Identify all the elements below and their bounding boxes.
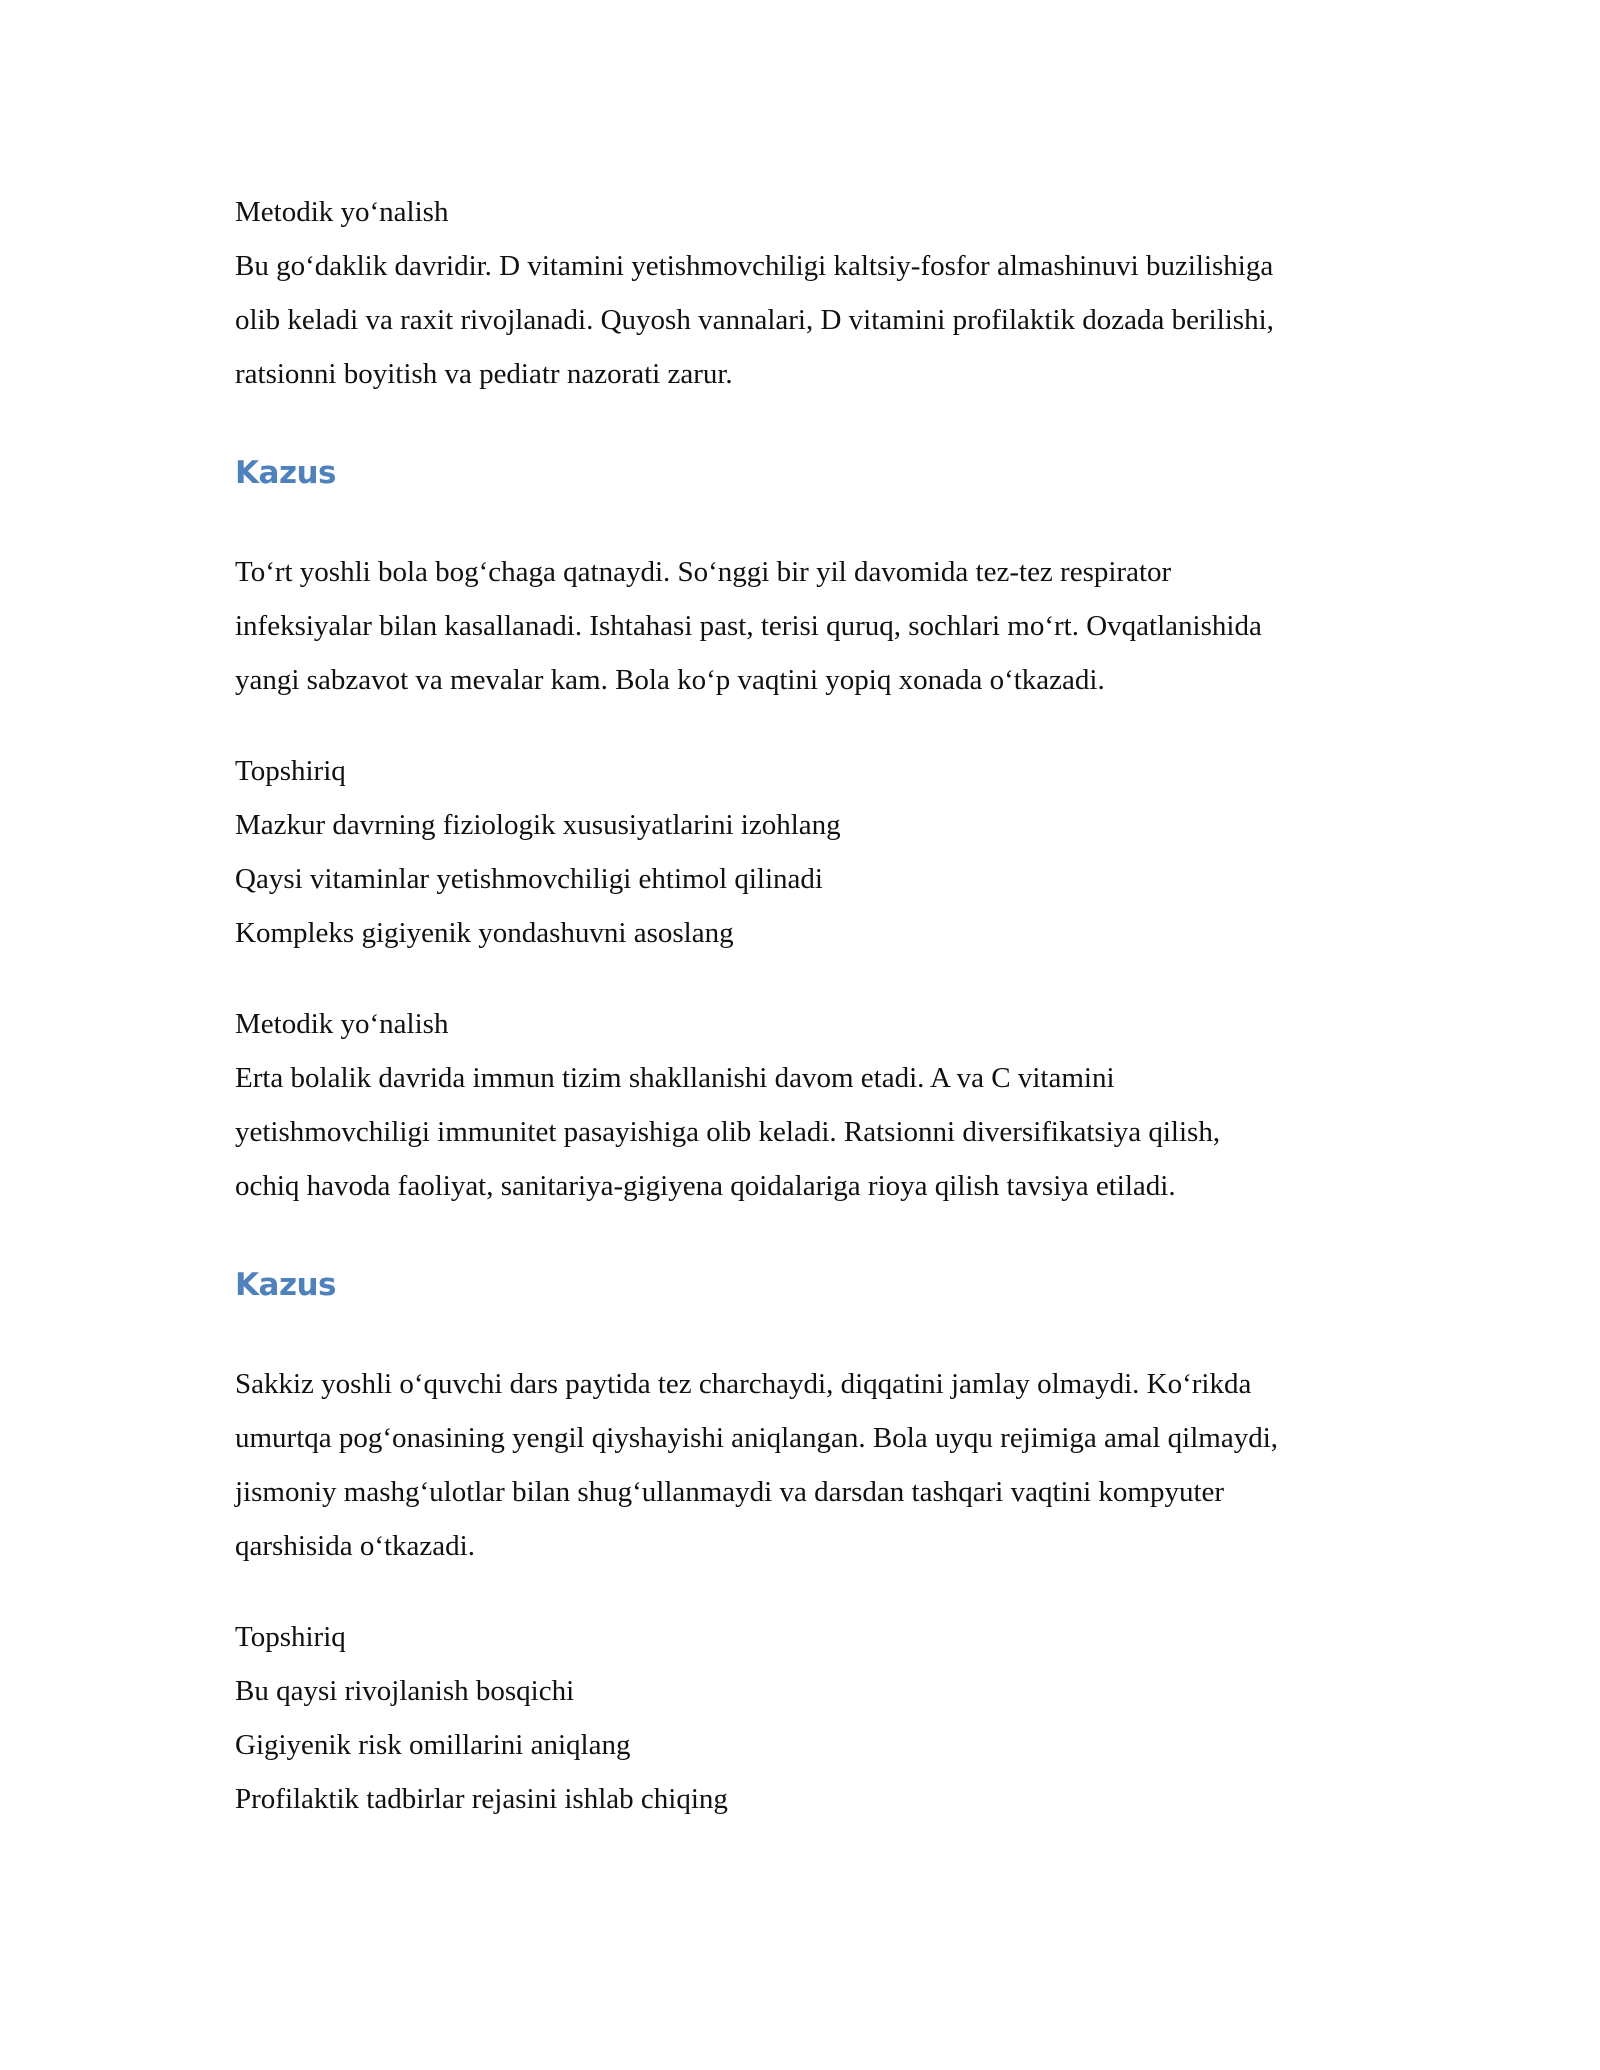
case-text-block-2 (235, 1357, 1375, 1573)
metodik-line: ochiq havoda faoliyat, sanitariya-gigiyena qoidalariga rioya qilish tavsiya etiladi. (235, 1170, 1176, 1202)
case-line: To‘rt yoshli bola bog‘chaga qatnaydi. So‘nggi bir yil davomida tez-tez respirator (235, 556, 1172, 588)
task-block-2 (235, 1610, 1375, 1826)
case-line: yangi sabzavot va mevalar kam. Bola ko‘p vaqtini yopiq xonada o‘tkazadi. (235, 664, 1105, 696)
task-item: Profilaktik tadbirlar rejasini ishlab chiqing (235, 1783, 728, 1815)
case-text-block-1 (235, 545, 1375, 707)
task-block-1 (235, 744, 1375, 960)
metodik-line: Erta bolalik davrida immun tizim shakllanishi davom etadi. A va C vitamini (235, 1062, 1115, 1094)
metodik-line: yetishmovchiligi immunitet pasayishiga olib keladi. Ratsionni diversifikatsiya qilish, (235, 1116, 1221, 1148)
task-item: Gigiyenik risk omillarini aniqlang (235, 1729, 631, 1761)
task-title: Topshiriq (235, 1621, 346, 1653)
case-line: qarshisida o‘tkazadi. (235, 1530, 475, 1562)
case-line: infeksiyalar bilan kasallanadi. Ishtahasi past, terisi quruq, sochlari mo‘rt. Ovqatlanishida (235, 610, 1262, 642)
case-line: Sakkiz yoshli o‘quvchi dars paytida tez charchaydi, diqqatini jamlay olmaydi. Ko‘rikda (235, 1368, 1252, 1400)
task-item: Kompleks gigiyenik yondashuvni asoslang (235, 917, 734, 949)
metodik-title: Metodik yo‘nalish (235, 1008, 449, 1040)
metodik-block-1 (235, 185, 1375, 401)
task-title: Topshiriq (235, 755, 346, 787)
metodik-title: Metodik yo‘nalish (235, 196, 449, 228)
task-item: Bu qaysi rivojlanish bosqichi (235, 1675, 575, 1707)
kazus-heading: Kazus (235, 455, 337, 491)
document-page (235, 185, 1375, 1826)
metodik-line: ratsionni boyitish va pediatr nazorati zarur. (235, 358, 733, 390)
case-line: jismoniy mashg‘ulotlar bilan shug‘ullanmaydi va darsdan tashqari vaqtini kompyuter (235, 1476, 1225, 1508)
task-item: Mazkur davrning fiziologik xususiyatlarini izohlang (235, 809, 841, 841)
metodik-line: Bu go‘daklik davridir. D vitamini yetishmovchiligi kaltsiy-fosfor almashinuvi buzilishiga (235, 250, 1274, 282)
kazus-heading: Kazus (235, 1267, 337, 1303)
metodik-line: olib keladi va raxit rivojlanadi. Quyosh vannalari, D vitamini profilaktik dozada berilishi, (235, 304, 1274, 336)
case-line: umurtqa pog‘onasining yengil qiyshayishi aniqlangan. Bola uyqu rejimiga amal qilmaydi, (235, 1422, 1279, 1454)
task-item: Qaysi vitaminlar yetishmovchiligi ehtimol qilinadi (235, 863, 823, 895)
metodik-block-2 (235, 997, 1375, 1213)
